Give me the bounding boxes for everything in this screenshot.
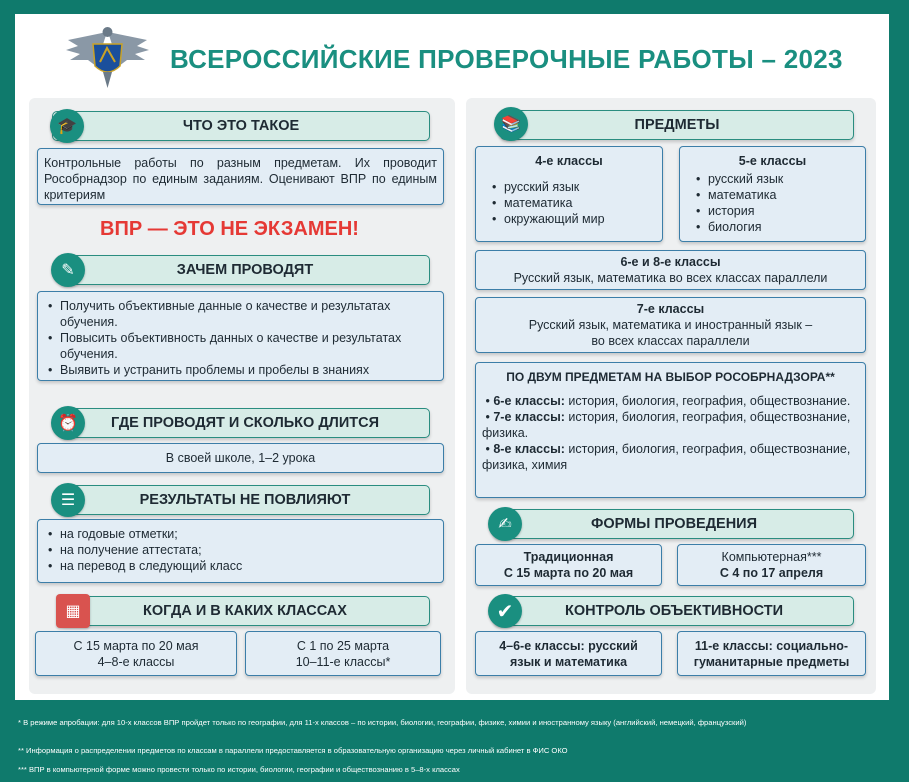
where-text: В своей школе, 1–2 урока — [37, 443, 444, 473]
list-icon: ☰ — [51, 483, 85, 517]
grade4-box: 4-е классы • русский язык • математика • окружающий мир — [475, 146, 663, 242]
books-icon: 📚 — [494, 107, 528, 141]
list-item: • 6-е классы: история, биология, география, обществознание. — [482, 394, 851, 408]
traditional-box: Традиционная С 15 марта по 20 мая — [475, 544, 662, 586]
pen-paper-icon: ✍ — [488, 507, 522, 541]
list-item: • математика — [490, 195, 652, 211]
results-header: РЕЗУЛЬТАТЫ НЕ ПОВЛИЯЮТ — [60, 485, 430, 515]
checkmark-icon: ✔ — [488, 594, 522, 628]
checklist-icon: ✎ — [51, 253, 85, 287]
list-item: • 7-е классы: история, биология, география, обществознание, физика. — [482, 410, 851, 440]
rosobrnadzor-emblem-icon — [60, 22, 155, 92]
why-list — [37, 291, 444, 381]
graduation-cap-icon: 🎓 — [50, 109, 84, 143]
when-box-b: С 1 по 25 марта 10–11-е классы* — [245, 631, 441, 676]
grade5-box: 5-е классы • русский язык • математика • история • биология — [679, 146, 866, 242]
grade7-box: 7-е классы Русский язык, математика и иностранный язык – во всех классах параллели — [475, 297, 866, 353]
page-title: ВСЕРОССИЙСКИЕ ПРОВЕРОЧНЫЕ РАБОТЫ – 2023 — [170, 44, 843, 74]
list-item: • Получить объективные данные о качестве и результатах обучения. — [46, 298, 435, 330]
control-header: КОНТРОЛЬ ОБЪЕКТИВНОСТИ — [494, 596, 854, 626]
choice-box: ПО ДВУМ ПРЕДМЕТАМ НА ВЫБОР РОСОБРНАДЗОРА** • 6-е классы: история, биология, география, обществознание. • 7-е классы: история, биология, география, обществознание, физика. • 8-е классы: история, биология, география, обществознание, физика, химия — [475, 362, 866, 498]
footnote-1: * В режиме апробации: для 10-х классов ВПР пройдет только по географии, для 11-х классов – по истории, биологии, географии, физике, химии и иностранному языку (английский, немецкий, французский) — [18, 718, 747, 727]
list-item: • на перевод в следующий класс — [46, 558, 435, 574]
computer-box: Компьютерная*** С 4 по 17 апреля — [677, 544, 866, 586]
list-item: • на получение аттестата; — [46, 542, 435, 558]
list-item: • окружающий мир — [490, 211, 652, 227]
footnote-3: *** ВПР в компьютерной форме можно провести только по истории, биологии, географии и обществознанию в 5–8-х классах — [18, 765, 460, 774]
results-list — [37, 519, 444, 583]
list-item: • биология — [694, 219, 855, 235]
what-header: ЧТО ЭТО ТАКОЕ — [52, 111, 430, 141]
what-description: Контрольные работы по разным предметам. Их проводит Рособрнадзор по единым заданиям. Оценивают ВПР по единым критериям — [37, 148, 444, 205]
where-header: ГДЕ ПРОВОДЯТ И СКОЛЬКО ДЛИТСЯ — [60, 408, 430, 438]
when-box-a: С 15 марта по 20 мая 4–8-е классы — [35, 631, 237, 676]
list-item: • на годовые отметки; — [46, 526, 435, 542]
list-item: • русский язык — [694, 171, 855, 187]
list-item: • Повысить объективность данных о качестве и результатах обучения. — [46, 330, 435, 362]
list-item: • Выявить и устранить проблемы и пробелы в знаниях — [46, 362, 435, 378]
list-item: • история — [694, 203, 855, 219]
why-header: ЗАЧЕМ ПРОВОДЯТ — [60, 255, 430, 285]
list-item: • 8-е классы: история, биология, география, обществознание, физика, химия — [482, 442, 851, 472]
control-box-a: 4–6-е классы: русский язык и математика — [475, 631, 662, 676]
calendar-icon: ▦ — [56, 594, 90, 628]
subjects-header: ПРЕДМЕТЫ — [500, 110, 854, 140]
control-box-b: 11-е классы: социально- гуманитарные предметы — [677, 631, 866, 676]
forms-header: ФОРМЫ ПРОВЕДЕНИЯ — [494, 509, 854, 539]
list-item: • математика — [694, 187, 855, 203]
grade68-box: 6-е и 8-е классы Русский язык, математика во всех классах параллели — [475, 250, 866, 290]
when-header: КОГДА И В КАКИХ КЛАССАХ — [60, 596, 430, 626]
alarm-clock-icon: ⏰ — [51, 406, 85, 440]
list-item: • русский язык — [490, 179, 652, 195]
not-exam-warning: ВПР — ЭТО НЕ ЭКЗАМЕН! — [100, 218, 359, 240]
footnote-2: ** Информация о распределении предметов по классам в параллели предоставляется в образовательную организацию через личный кабинет в ФИС ОКО — [18, 746, 568, 755]
